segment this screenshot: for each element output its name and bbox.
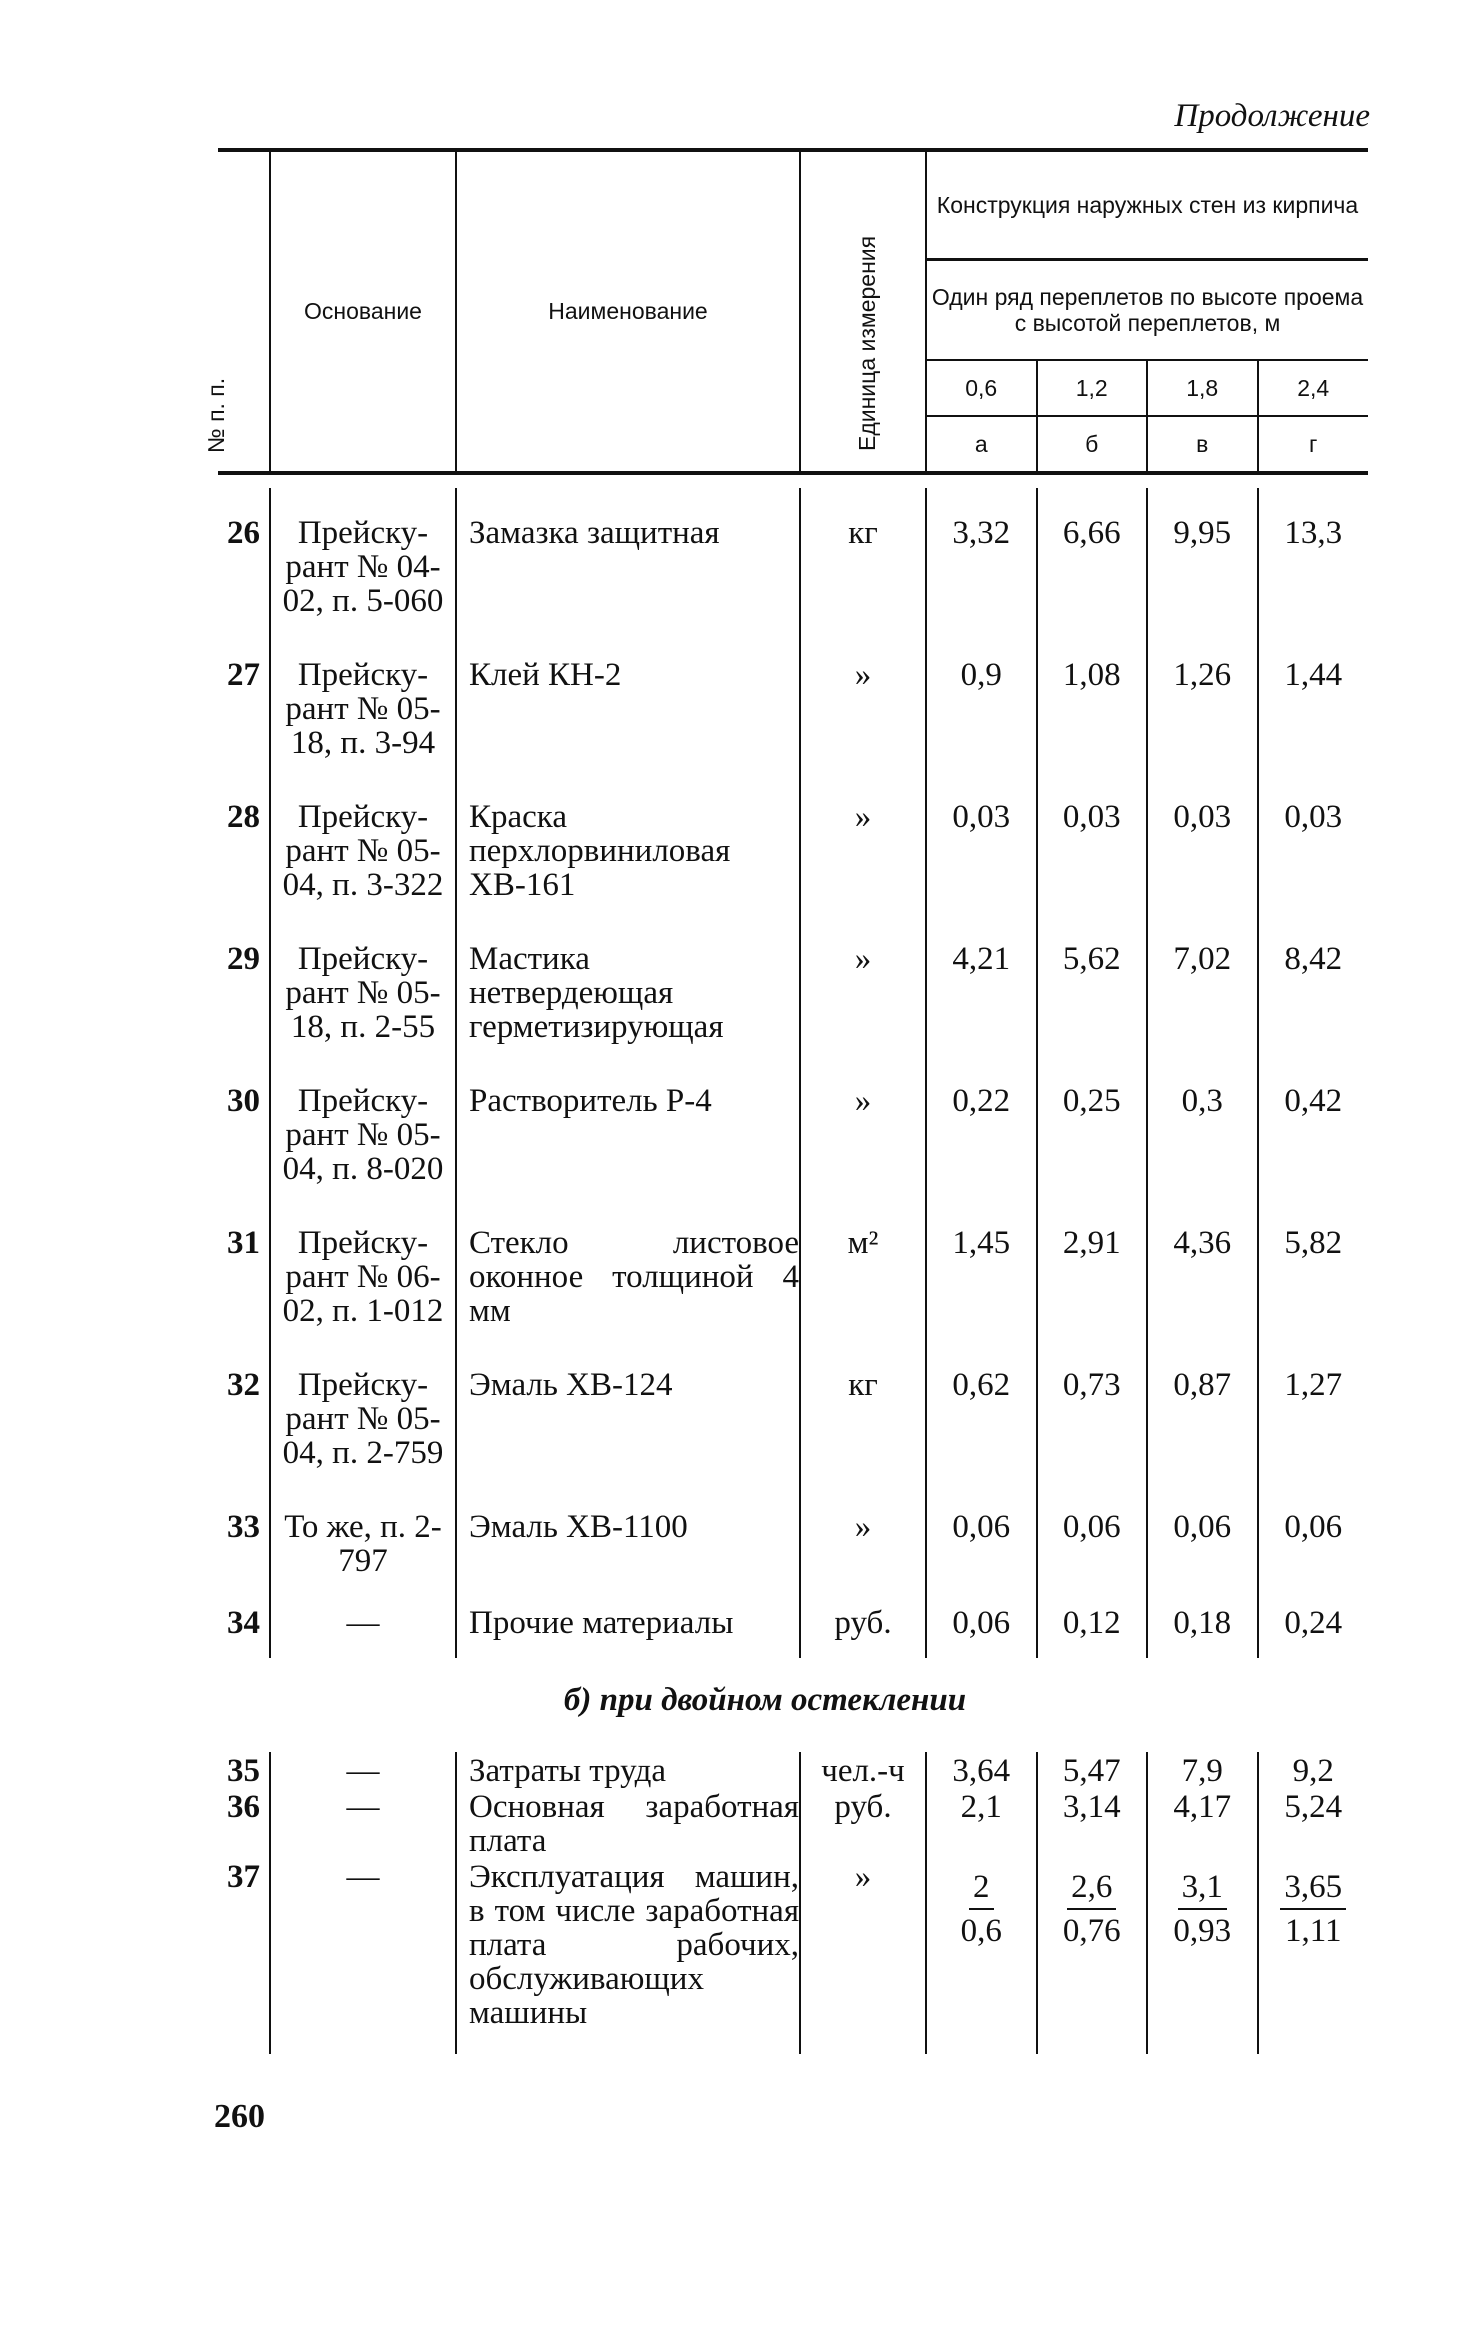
row-value: 0,25 (1037, 1056, 1148, 1198)
row-value: 4,17 (1147, 1788, 1258, 1858)
table-row (218, 488, 1368, 630)
row-value: 0,03 (926, 772, 1037, 914)
row-unit: руб. (800, 1788, 926, 1858)
row-value: 7,9 (1147, 1752, 1258, 1788)
table-row (218, 772, 1368, 914)
row-basis: Прейску-рант № 05-18, п. 2-55 (270, 914, 456, 1056)
header-group-title: Конструкция наружных стен из кирпича (926, 150, 1368, 260)
row-value: 2,1 (926, 1788, 1037, 1858)
header-letter: б (1037, 416, 1148, 473)
fraction-denominator: 0,93 (1173, 1913, 1232, 1949)
row-value: 8,42 (1284, 941, 1343, 977)
row-unit: » (800, 772, 926, 914)
row-value: 0,18 (1147, 1578, 1258, 1658)
row-value: 0,42 (1284, 1083, 1343, 1119)
row-value: 6,66 (1037, 488, 1148, 630)
table-row (218, 914, 1368, 1056)
row-value: 0,12 (1037, 1578, 1148, 1658)
row-value: 5,47 (1037, 1752, 1148, 1788)
fraction-denominator: 0,76 (1062, 1913, 1121, 1949)
row-number: 37 (218, 1858, 270, 2054)
section-b-title: б) при двойном остеклении (563, 1682, 967, 1718)
row-value: 13,3 (1284, 515, 1343, 551)
header-name: Наименование (456, 150, 800, 473)
fraction-numerator: 3,65 (1280, 1870, 1346, 1910)
row-basis: — (270, 1752, 456, 1788)
row-value: 4,36 (1147, 1198, 1258, 1340)
row-name: Мастика нетвердеющая герметизирующая (456, 914, 800, 1056)
row-value: 5,62 (1037, 914, 1148, 1056)
fraction-denominator: 0,6 (960, 1913, 1002, 1949)
row-name: Эксплуатация машин, в том числе заработная плата рабочих, обслуживающих машины (456, 1858, 800, 2054)
header-height: 1,8 (1147, 360, 1258, 416)
fraction-denominator: 1,11 (1284, 1913, 1342, 1949)
row-basis: Прейску-рант № 05-04, п. 3-322 (270, 772, 456, 914)
header-basis: Основание (270, 150, 456, 473)
row-unit: чел.-ч (800, 1752, 926, 1788)
row-name: Клей КН-2 (456, 630, 800, 772)
row-value: 9,95 (1147, 488, 1258, 630)
row-number: 35 (218, 1752, 270, 1788)
row-fraction-value (1147, 1858, 1258, 2054)
row-value: 0,03 (1284, 799, 1343, 835)
table-row (218, 1788, 1368, 1858)
row-name: Стекло листовое оконное толщиной 4 мм (456, 1198, 800, 1340)
row-value: 0,03 (1147, 772, 1258, 914)
row-value: 3,14 (1037, 1788, 1148, 1858)
table-header (203, 148, 1368, 475)
row-number: 30 (218, 1056, 270, 1198)
row-unit: » (800, 1056, 926, 1198)
row-value: 0,87 (1147, 1340, 1258, 1482)
materials-table (218, 488, 1368, 1658)
fraction-numerator: 2,6 (1067, 1870, 1116, 1910)
row-unit: кг (800, 488, 926, 630)
row-basis: Прейску-рант № 05-04, п. 8-020 (270, 1056, 456, 1198)
row-unit: » (800, 1482, 926, 1578)
row-name: Основная заработная плата (456, 1788, 800, 1858)
fraction-numerator: 2 (969, 1870, 994, 1910)
row-unit: » (800, 630, 926, 772)
page-number: 260 (214, 2098, 265, 2135)
row-value: 1,44 (1284, 657, 1343, 693)
header-height: 1,2 (1037, 360, 1148, 416)
row-value: 1,26 (1147, 630, 1258, 772)
row-basis: Прейску-рант № 06-02, п. 1-012 (270, 1198, 456, 1340)
row-number: 29 (218, 914, 270, 1056)
row-value: 1,45 (926, 1198, 1037, 1340)
row-name: Прочие материалы (456, 1578, 800, 1658)
table-row (218, 630, 1368, 772)
row-number: 34 (218, 1578, 270, 1658)
row-fraction-value (1037, 1858, 1148, 2054)
row-fraction-value (926, 1858, 1037, 2054)
row-value: 0,62 (926, 1340, 1037, 1482)
header-num: № п. п. (218, 150, 270, 473)
header-height: 2,4 (1258, 360, 1369, 416)
row-value: 4,21 (926, 914, 1037, 1056)
table-row (218, 1482, 1368, 1578)
row-unit: » (800, 1858, 926, 2054)
row-value: 0,9 (926, 630, 1037, 772)
row-unit: руб. (800, 1578, 926, 1658)
row-value: 2,91 (1037, 1198, 1148, 1340)
row-name: Краска перхлорвиниловая ХВ-161 (456, 772, 800, 914)
row-unit: м² (800, 1198, 926, 1340)
row-name: Эмаль ХВ-1100 (456, 1482, 800, 1578)
row-number: 26 (218, 488, 270, 630)
row-value: 0,73 (1037, 1340, 1148, 1482)
row-number: 27 (218, 630, 270, 772)
row-value: 0,06 (1147, 1482, 1258, 1578)
header-height: 0,6 (926, 360, 1037, 416)
row-unit: кг (800, 1340, 926, 1482)
row-value: 0,22 (926, 1056, 1037, 1198)
fraction-numerator: 3,1 (1178, 1870, 1227, 1910)
table-row (218, 1198, 1368, 1340)
row-value: 5,24 (1284, 1789, 1343, 1825)
row-number: 28 (218, 772, 270, 914)
row-value: 0,03 (1037, 772, 1148, 914)
row-value: 9,2 (1292, 1753, 1334, 1789)
row-number: 36 (218, 1788, 270, 1858)
row-name: Эмаль ХВ-124 (456, 1340, 800, 1482)
row-basis: — (270, 1858, 456, 2054)
header-letter: а (926, 416, 1037, 473)
table-row (218, 1578, 1368, 1658)
row-value: 3,64 (926, 1752, 1037, 1788)
row-name: Растворитель Р-4 (456, 1056, 800, 1198)
row-name: Затраты труда (456, 1752, 800, 1788)
row-number: 33 (218, 1482, 270, 1578)
row-basis: — (270, 1788, 456, 1858)
row-value: 0,06 (926, 1482, 1037, 1578)
row-basis: Прейску-рант № 04-02, п. 5-060 (270, 488, 456, 630)
row-value: 1,08 (1037, 630, 1148, 772)
row-value: 0,24 (1284, 1605, 1343, 1641)
table-row (218, 1340, 1368, 1482)
row-value: 0,06 (1037, 1482, 1148, 1578)
table-row (218, 1858, 1368, 2054)
header-sub-title: Один ряд переплетов по высоте проема с высотой переплетов, м (926, 260, 1368, 361)
row-value: 7,02 (1147, 914, 1258, 1056)
row-fraction-value (1258, 1858, 1369, 2054)
header-letter: в (1147, 416, 1258, 473)
row-value: 0,06 (1284, 1509, 1343, 1545)
row-number: 32 (218, 1340, 270, 1482)
row-value: 0,3 (1147, 1056, 1258, 1198)
continued-label: Продолжение (1174, 98, 1370, 134)
table-row (218, 1056, 1368, 1198)
row-basis: Прейску-рант № 05-18, п. 3-94 (270, 630, 456, 772)
row-value: 0,06 (926, 1578, 1037, 1658)
row-value: 1,27 (1284, 1367, 1343, 1403)
table-row (218, 1752, 1368, 1788)
header-unit: Единица измерения (800, 150, 926, 473)
row-value: 5,82 (1284, 1225, 1343, 1261)
header-letter: г (1309, 430, 1318, 457)
row-basis: Прейску-рант № 05-04, п. 2-759 (270, 1340, 456, 1482)
row-number: 31 (218, 1198, 270, 1340)
row-basis: — (270, 1578, 456, 1658)
double-glazing-table (218, 1752, 1368, 2054)
row-name: Замазка защитная (456, 488, 800, 630)
row-value: 3,32 (926, 488, 1037, 630)
row-basis: То же, п. 2-797 (270, 1482, 456, 1578)
row-unit: » (800, 914, 926, 1056)
